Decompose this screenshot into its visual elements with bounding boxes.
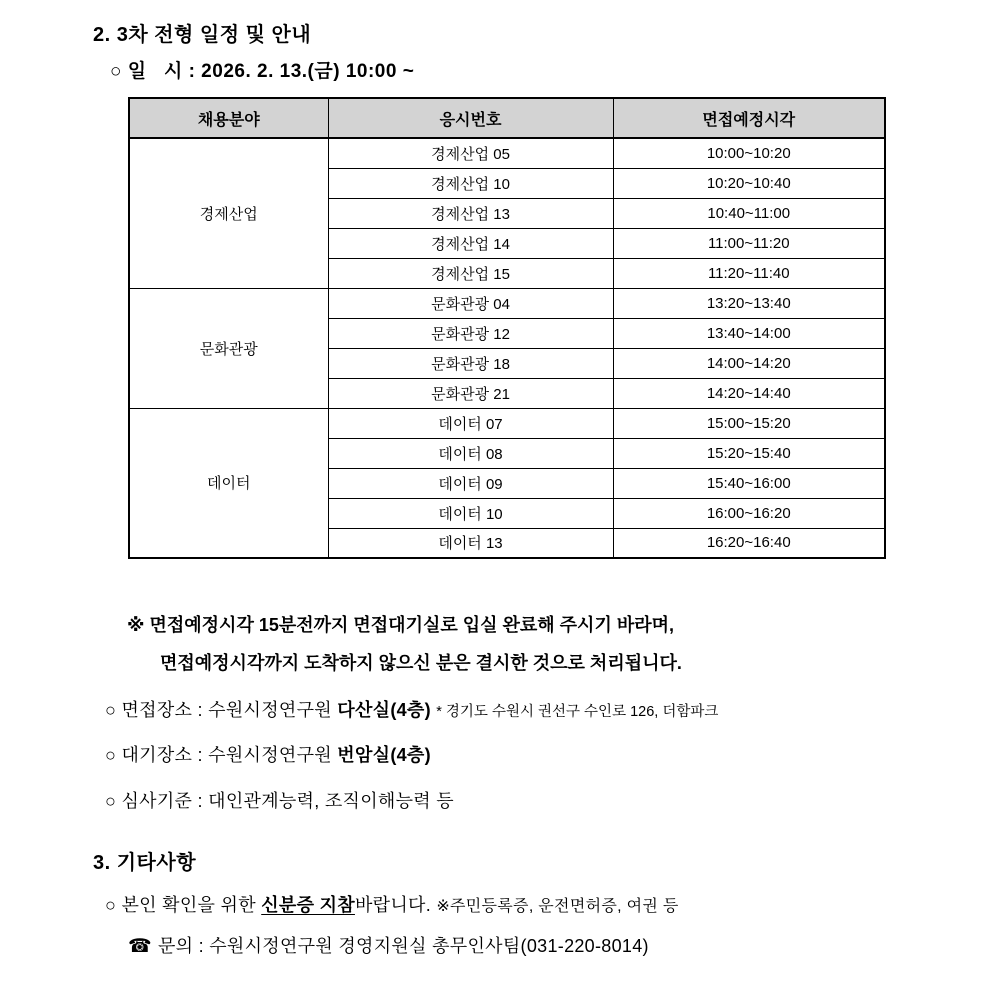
time-cell: 11:00~11:20	[613, 228, 885, 258]
header-field: 채용분야	[129, 98, 328, 138]
field-cell: 데이터	[129, 408, 328, 558]
waiting-place-room: 번암실(4층)	[337, 745, 431, 765]
candidate-cell: 경제산업 10	[328, 168, 613, 198]
table-row	[129, 138, 885, 168]
header-candidate-number: 응시번호	[328, 98, 613, 138]
candidate-cell: 데이터 13	[328, 528, 613, 558]
candidate-cell: 데이터 10	[328, 498, 613, 528]
time-cell: 14:20~14:40	[613, 378, 885, 408]
section-2-heading: 2. 3차 전형 일정 및 안내	[93, 24, 312, 46]
interview-date-line: ○ 일 시 : 2026. 2. 13.(금) 10:00 ~	[110, 61, 415, 82]
candidate-cell: 데이터 08	[328, 438, 613, 468]
interview-place-label: ○ 면접장소 : 수원시정연구원	[105, 700, 332, 720]
candidate-cell: 문화관광 04	[328, 288, 613, 318]
contact-text: 문의 : 수원시정연구원 경영지원실 총무인사팀(031-220-8014)	[157, 936, 649, 956]
time-cell: 15:00~15:20	[613, 408, 885, 438]
id-check-emphasis: 신분증 지참	[261, 895, 355, 915]
time-cell: 15:40~16:00	[613, 468, 885, 498]
id-check-prefix: ○ 본인 확인을 위한	[105, 895, 256, 915]
time-cell: 15:20~15:40	[613, 438, 885, 468]
time-cell: 10:00~10:20	[613, 138, 885, 168]
table-row	[129, 288, 885, 318]
field-cell: 경제산업	[129, 138, 328, 288]
header-interview-time: 면접예정시각	[613, 98, 885, 138]
table-row	[129, 408, 885, 438]
id-check-line	[105, 891, 679, 917]
candidate-cell: 경제산업 15	[328, 258, 613, 288]
arrival-notice-line-2: 면접예정시각까지 도착하지 않으신 분은 결시한 것으로 처리됩니다.	[160, 653, 682, 673]
time-cell: 13:20~13:40	[613, 288, 885, 318]
table-header-row	[129, 98, 885, 138]
telephone-icon: ☎	[128, 936, 152, 957]
time-cell: 13:40~14:00	[613, 318, 885, 348]
criteria-line: ○ 심사기준 : 대인관계능력, 조직이해능력 등	[105, 791, 454, 811]
candidate-cell: 문화관광 21	[328, 378, 613, 408]
candidate-cell: 문화관광 12	[328, 318, 613, 348]
interview-place-room: 다산실(4층)	[337, 700, 431, 720]
field-cell: 문화관광	[129, 288, 328, 408]
candidate-cell: 데이터 09	[328, 468, 613, 498]
candidate-cell: 경제산업 05	[328, 138, 613, 168]
time-cell: 16:20~16:40	[613, 528, 885, 558]
arrival-notice-line-1: ※ 면접예정시각 15분전까지 면접대기실로 입실 완료해 주시기 바라며,	[127, 615, 675, 635]
waiting-place-line	[105, 741, 431, 767]
candidate-cell: 경제산업 14	[328, 228, 613, 258]
interview-place-line	[105, 696, 718, 722]
candidate-cell: 데이터 07	[328, 408, 613, 438]
contact-line	[128, 932, 649, 958]
interview-schedule-table	[128, 97, 886, 559]
time-cell: 11:20~11:40	[613, 258, 885, 288]
time-cell: 10:40~11:00	[613, 198, 885, 228]
time-cell: 14:00~14:20	[613, 348, 885, 378]
id-check-note: ※주민등록증, 운전면허증, 여권 등	[436, 898, 679, 915]
id-check-suffix: 바랍니다.	[354, 895, 432, 915]
interview-place-address: * 경기도 수원시 권선구 수인로 126, 더함파크	[436, 704, 719, 720]
section-3-heading: 3. 기타사항	[93, 852, 197, 874]
time-cell: 10:20~10:40	[613, 168, 885, 198]
waiting-place-label: ○ 대기장소 : 수원시정연구원	[105, 745, 332, 765]
candidate-cell: 문화관광 18	[328, 348, 613, 378]
time-cell: 16:00~16:20	[613, 498, 885, 528]
candidate-cell: 경제산업 13	[328, 198, 613, 228]
